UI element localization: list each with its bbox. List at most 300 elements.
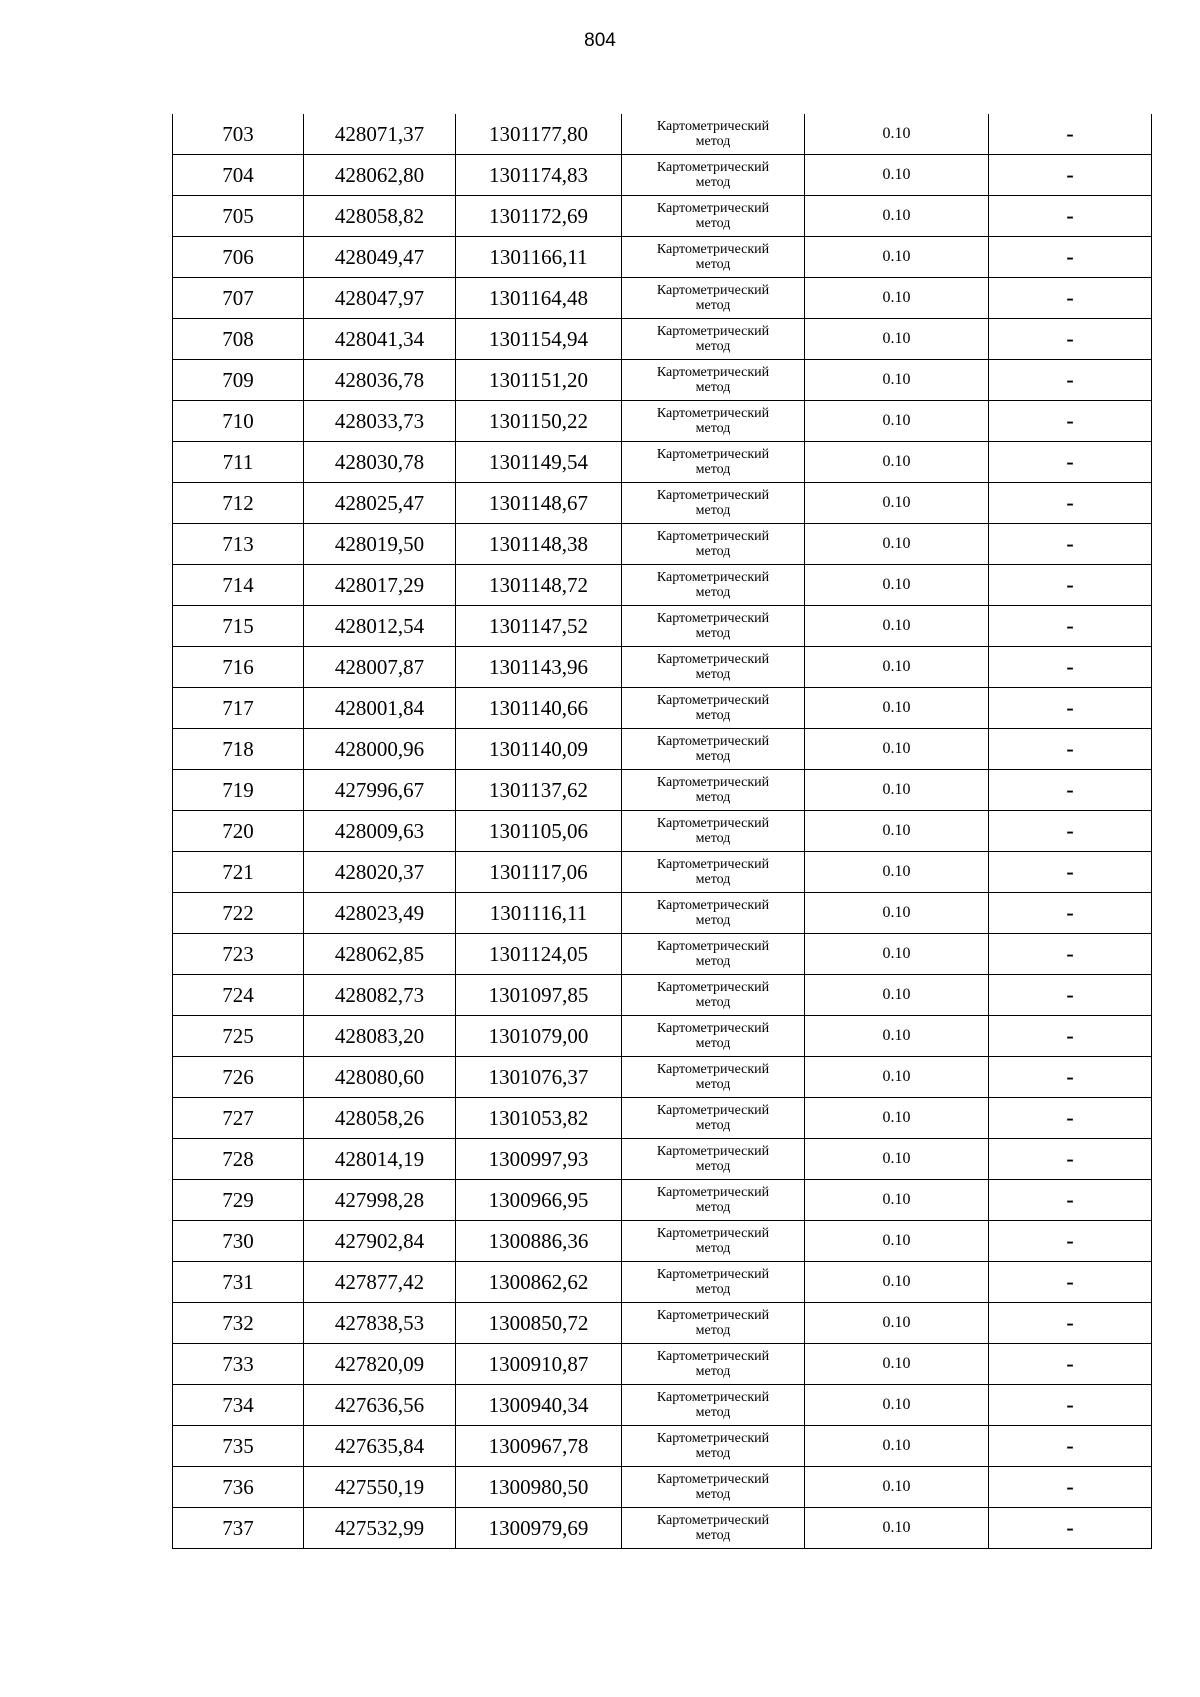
y-coordinate-cell: 1301140,09 — [456, 729, 622, 770]
description-cell: - — [989, 524, 1152, 565]
method-line-1: Картометрический — [656, 775, 770, 790]
x-coordinate-cell: 428017,29 — [304, 565, 456, 606]
method-line-2: метод — [695, 1528, 731, 1543]
point-number-cell: 715 — [173, 606, 304, 647]
table-row — [173, 893, 1152, 934]
y-coordinate-cell: 1300886,36 — [456, 1221, 622, 1262]
method-line-1: Картометрический — [656, 1103, 770, 1118]
table-row — [173, 1180, 1152, 1221]
description-cell: - — [989, 1385, 1152, 1426]
y-coordinate-cell: 1301147,52 — [456, 606, 622, 647]
y-coordinate-cell: 1301079,00 — [456, 1016, 622, 1057]
accuracy-cell: 0.10 — [805, 647, 989, 688]
table-row — [173, 1385, 1152, 1426]
method-cell — [622, 647, 805, 688]
x-coordinate-cell: 428062,80 — [304, 155, 456, 196]
method-line-1: Картометрический — [656, 1472, 770, 1487]
x-coordinate-cell: 428082,73 — [304, 975, 456, 1016]
table-row — [173, 975, 1152, 1016]
method-line-2: метод — [695, 995, 731, 1010]
point-number-cell: 729 — [173, 1180, 304, 1221]
y-coordinate-cell: 1301116,11 — [456, 893, 622, 934]
method-cell — [622, 1016, 805, 1057]
method-line-1: Картометрический — [656, 160, 770, 175]
y-coordinate-cell: 1300862,62 — [456, 1262, 622, 1303]
x-coordinate-cell: 428058,82 — [304, 196, 456, 237]
method-cell — [622, 1262, 805, 1303]
x-coordinate-cell: 428049,47 — [304, 237, 456, 278]
x-coordinate-cell: 428033,73 — [304, 401, 456, 442]
accuracy-cell: 0.10 — [805, 770, 989, 811]
table-row — [173, 278, 1152, 319]
method-cell — [622, 483, 805, 524]
method-line-1: Картометрический — [656, 119, 770, 134]
point-number-cell: 707 — [173, 278, 304, 319]
method-cell — [622, 893, 805, 934]
point-number-cell: 712 — [173, 483, 304, 524]
method-cell — [622, 852, 805, 893]
method-line-2: метод — [695, 503, 731, 518]
y-coordinate-cell: 1300910,87 — [456, 1344, 622, 1385]
y-coordinate-cell: 1301149,54 — [456, 442, 622, 483]
x-coordinate-cell: 428001,84 — [304, 688, 456, 729]
table-row — [173, 1426, 1152, 1467]
table-row — [173, 1139, 1152, 1180]
x-coordinate-cell: 427636,56 — [304, 1385, 456, 1426]
description-cell: - — [989, 1303, 1152, 1344]
y-coordinate-cell: 1301117,06 — [456, 852, 622, 893]
point-number-cell: 704 — [173, 155, 304, 196]
accuracy-cell: 0.10 — [805, 1385, 989, 1426]
method-line-2: метод — [695, 749, 731, 764]
y-coordinate-cell: 1301150,22 — [456, 401, 622, 442]
method-line-1: Картометрический — [656, 693, 770, 708]
description-cell: - — [989, 606, 1152, 647]
method-cell — [622, 729, 805, 770]
description-cell: - — [989, 565, 1152, 606]
method-line-1: Картометрический — [656, 488, 770, 503]
point-number-cell: 720 — [173, 811, 304, 852]
method-cell — [622, 688, 805, 729]
point-number-cell: 736 — [173, 1467, 304, 1508]
method-line-2: метод — [695, 1159, 731, 1174]
x-coordinate-cell: 427635,84 — [304, 1426, 456, 1467]
method-cell — [622, 196, 805, 237]
method-line-1: Картометрический — [656, 201, 770, 216]
table-row — [173, 770, 1152, 811]
table-row — [173, 934, 1152, 975]
table-row — [173, 196, 1152, 237]
table-body — [173, 114, 1152, 1549]
description-cell: - — [989, 934, 1152, 975]
accuracy-cell: 0.10 — [805, 975, 989, 1016]
method-cell — [622, 1303, 805, 1344]
table-row — [173, 1303, 1152, 1344]
method-cell — [622, 319, 805, 360]
method-line-2: метод — [695, 585, 731, 600]
accuracy-cell: 0.10 — [805, 237, 989, 278]
method-line-2: метод — [695, 1036, 731, 1051]
method-line-2: метод — [695, 1446, 731, 1461]
accuracy-cell: 0.10 — [805, 442, 989, 483]
table-row — [173, 688, 1152, 729]
method-line-1: Картометрический — [656, 734, 770, 749]
description-cell: - — [989, 893, 1152, 934]
accuracy-cell: 0.10 — [805, 1180, 989, 1221]
description-cell: - — [989, 114, 1152, 155]
table-row — [173, 565, 1152, 606]
method-line-2: метод — [695, 1282, 731, 1297]
x-coordinate-cell: 427550,19 — [304, 1467, 456, 1508]
table-row — [173, 1016, 1152, 1057]
point-number-cell: 735 — [173, 1426, 304, 1467]
accuracy-cell: 0.10 — [805, 852, 989, 893]
method-cell — [622, 1180, 805, 1221]
method-cell — [622, 1344, 805, 1385]
x-coordinate-cell: 427902,84 — [304, 1221, 456, 1262]
table-row — [173, 114, 1152, 155]
point-number-cell: 719 — [173, 770, 304, 811]
accuracy-cell: 0.10 — [805, 1426, 989, 1467]
accuracy-cell: 0.10 — [805, 1016, 989, 1057]
point-number-cell: 722 — [173, 893, 304, 934]
table-row — [173, 1098, 1152, 1139]
table-row — [173, 1262, 1152, 1303]
point-number-cell: 705 — [173, 196, 304, 237]
x-coordinate-cell: 428007,87 — [304, 647, 456, 688]
y-coordinate-cell: 1301148,38 — [456, 524, 622, 565]
description-cell: - — [989, 770, 1152, 811]
point-number-cell: 732 — [173, 1303, 304, 1344]
table-row — [173, 524, 1152, 565]
method-cell — [622, 278, 805, 319]
method-line-2: метод — [695, 1118, 731, 1133]
description-cell: - — [989, 442, 1152, 483]
description-cell: - — [989, 155, 1152, 196]
method-line-1: Картометрический — [656, 283, 770, 298]
description-cell: - — [989, 1057, 1152, 1098]
description-cell: - — [989, 1344, 1152, 1385]
description-cell: - — [989, 729, 1152, 770]
y-coordinate-cell: 1300997,93 — [456, 1139, 622, 1180]
x-coordinate-cell: 428041,34 — [304, 319, 456, 360]
method-cell — [622, 114, 805, 155]
point-number-cell: 718 — [173, 729, 304, 770]
accuracy-cell: 0.10 — [805, 114, 989, 155]
method-cell — [622, 1098, 805, 1139]
method-cell — [622, 1385, 805, 1426]
method-line-1: Картометрический — [656, 816, 770, 831]
method-line-1: Картометрический — [656, 1431, 770, 1446]
y-coordinate-cell: 1301166,11 — [456, 237, 622, 278]
x-coordinate-cell: 428023,49 — [304, 893, 456, 934]
method-line-2: метод — [695, 216, 731, 231]
accuracy-cell: 0.10 — [805, 934, 989, 975]
accuracy-cell: 0.10 — [805, 1262, 989, 1303]
point-number-cell: 714 — [173, 565, 304, 606]
x-coordinate-cell: 428083,20 — [304, 1016, 456, 1057]
y-coordinate-cell: 1300966,95 — [456, 1180, 622, 1221]
x-coordinate-cell: 428012,54 — [304, 606, 456, 647]
y-coordinate-cell: 1300967,78 — [456, 1426, 622, 1467]
description-cell: - — [989, 647, 1152, 688]
description-cell: - — [989, 688, 1152, 729]
table-row — [173, 1221, 1152, 1262]
method-line-1: Картометрический — [656, 652, 770, 667]
method-line-1: Картометрический — [656, 939, 770, 954]
table-row — [173, 811, 1152, 852]
method-cell — [622, 811, 805, 852]
x-coordinate-cell: 428047,97 — [304, 278, 456, 319]
method-cell — [622, 401, 805, 442]
y-coordinate-cell: 1301151,20 — [456, 360, 622, 401]
y-coordinate-cell: 1301143,96 — [456, 647, 622, 688]
x-coordinate-cell: 428030,78 — [304, 442, 456, 483]
method-line-1: Картометрический — [656, 447, 770, 462]
x-coordinate-cell: 428009,63 — [304, 811, 456, 852]
x-coordinate-cell: 428014,19 — [304, 1139, 456, 1180]
method-line-1: Картометрический — [656, 1308, 770, 1323]
description-cell: - — [989, 360, 1152, 401]
method-line-1: Картометрический — [656, 1021, 770, 1036]
x-coordinate-cell: 428025,47 — [304, 483, 456, 524]
x-coordinate-cell: 427998,28 — [304, 1180, 456, 1221]
page-number: 804 — [584, 30, 616, 51]
point-number-cell: 709 — [173, 360, 304, 401]
point-number-cell: 728 — [173, 1139, 304, 1180]
method-line-2: метод — [695, 421, 731, 436]
method-line-1: Картометрический — [656, 611, 770, 626]
method-line-2: метод — [695, 1200, 731, 1215]
x-coordinate-cell: 428036,78 — [304, 360, 456, 401]
point-number-cell: 730 — [173, 1221, 304, 1262]
method-line-2: метод — [695, 1077, 731, 1092]
method-line-2: метод — [695, 339, 731, 354]
method-cell — [622, 565, 805, 606]
x-coordinate-cell: 428020,37 — [304, 852, 456, 893]
description-cell: - — [989, 278, 1152, 319]
method-line-1: Картометрический — [656, 1185, 770, 1200]
method-line-1: Картометрический — [656, 242, 770, 257]
accuracy-cell: 0.10 — [805, 1098, 989, 1139]
point-number-cell: 716 — [173, 647, 304, 688]
y-coordinate-cell: 1301164,48 — [456, 278, 622, 319]
point-number-cell: 723 — [173, 934, 304, 975]
accuracy-cell: 0.10 — [805, 401, 989, 442]
y-coordinate-cell: 1301076,37 — [456, 1057, 622, 1098]
point-number-cell: 724 — [173, 975, 304, 1016]
point-number-cell: 731 — [173, 1262, 304, 1303]
method-line-1: Картометрический — [656, 1226, 770, 1241]
accuracy-cell: 0.10 — [805, 319, 989, 360]
method-cell — [622, 770, 805, 811]
point-number-cell: 727 — [173, 1098, 304, 1139]
method-cell — [622, 237, 805, 278]
accuracy-cell: 0.10 — [805, 565, 989, 606]
description-cell: - — [989, 319, 1152, 360]
x-coordinate-cell: 427532,99 — [304, 1508, 456, 1549]
y-coordinate-cell: 1301137,62 — [456, 770, 622, 811]
method-line-2: метод — [695, 626, 731, 641]
accuracy-cell: 0.10 — [805, 483, 989, 524]
x-coordinate-cell: 427996,67 — [304, 770, 456, 811]
coordinates-table — [172, 114, 1152, 1549]
method-line-2: метод — [695, 544, 731, 559]
point-number-cell: 726 — [173, 1057, 304, 1098]
method-cell — [622, 155, 805, 196]
method-line-1: Картометрический — [656, 1349, 770, 1364]
method-line-2: метод — [695, 1241, 731, 1256]
y-coordinate-cell: 1301154,94 — [456, 319, 622, 360]
y-coordinate-cell: 1300850,72 — [456, 1303, 622, 1344]
description-cell: - — [989, 483, 1152, 524]
table-row — [173, 1344, 1152, 1385]
method-line-1: Картометрический — [656, 857, 770, 872]
description-cell: - — [989, 1098, 1152, 1139]
description-cell: - — [989, 1262, 1152, 1303]
x-coordinate-cell: 428019,50 — [304, 524, 456, 565]
description-cell: - — [989, 1180, 1152, 1221]
table-row — [173, 1057, 1152, 1098]
method-line-2: метод — [695, 913, 731, 928]
method-line-2: метод — [695, 872, 731, 887]
method-line-2: метод — [695, 831, 731, 846]
method-line-1: Картометрический — [656, 406, 770, 421]
table-row — [173, 647, 1152, 688]
accuracy-cell: 0.10 — [805, 606, 989, 647]
accuracy-cell: 0.10 — [805, 1344, 989, 1385]
accuracy-cell: 0.10 — [805, 811, 989, 852]
method-cell — [622, 1508, 805, 1549]
table-row — [173, 852, 1152, 893]
point-number-cell: 706 — [173, 237, 304, 278]
method-line-2: метод — [695, 790, 731, 805]
point-number-cell: 710 — [173, 401, 304, 442]
method-line-2: метод — [695, 1364, 731, 1379]
accuracy-cell: 0.10 — [805, 1139, 989, 1180]
accuracy-cell: 0.10 — [805, 155, 989, 196]
accuracy-cell: 0.10 — [805, 360, 989, 401]
table-row — [173, 1508, 1152, 1549]
method-line-2: метод — [695, 462, 731, 477]
y-coordinate-cell: 1301172,69 — [456, 196, 622, 237]
method-line-1: Картометрический — [656, 1267, 770, 1282]
method-line-1: Картометрический — [656, 529, 770, 544]
y-coordinate-cell: 1301140,66 — [456, 688, 622, 729]
description-cell: - — [989, 401, 1152, 442]
table-row — [173, 237, 1152, 278]
accuracy-cell: 0.10 — [805, 1303, 989, 1344]
description-cell: - — [989, 1467, 1152, 1508]
method-line-2: метод — [695, 257, 731, 272]
table-row — [173, 319, 1152, 360]
method-line-2: метод — [695, 380, 731, 395]
method-line-2: метод — [695, 1323, 731, 1338]
y-coordinate-cell: 1300979,69 — [456, 1508, 622, 1549]
description-cell: - — [989, 196, 1152, 237]
method-line-1: Картометрический — [656, 1144, 770, 1159]
method-line-2: метод — [695, 175, 731, 190]
description-cell: - — [989, 852, 1152, 893]
accuracy-cell: 0.10 — [805, 893, 989, 934]
method-line-1: Картометрический — [656, 1513, 770, 1528]
point-number-cell: 713 — [173, 524, 304, 565]
method-cell — [622, 1139, 805, 1180]
point-number-cell: 734 — [173, 1385, 304, 1426]
y-coordinate-cell: 1301053,82 — [456, 1098, 622, 1139]
y-coordinate-cell: 1301148,72 — [456, 565, 622, 606]
x-coordinate-cell: 428071,37 — [304, 114, 456, 155]
accuracy-cell: 0.10 — [805, 688, 989, 729]
x-coordinate-cell: 428000,96 — [304, 729, 456, 770]
y-coordinate-cell: 1300980,50 — [456, 1467, 622, 1508]
y-coordinate-cell: 1301148,67 — [456, 483, 622, 524]
table-row — [173, 442, 1152, 483]
x-coordinate-cell: 427838,53 — [304, 1303, 456, 1344]
method-line-2: метод — [695, 134, 731, 149]
method-line-1: Картометрический — [656, 324, 770, 339]
method-line-1: Картометрический — [656, 1062, 770, 1077]
table-row — [173, 155, 1152, 196]
method-line-1: Картометрический — [656, 365, 770, 380]
method-line-2: метод — [695, 1487, 731, 1502]
y-coordinate-cell: 1301097,85 — [456, 975, 622, 1016]
method-cell — [622, 524, 805, 565]
accuracy-cell: 0.10 — [805, 524, 989, 565]
method-line-2: метод — [695, 1405, 731, 1420]
method-cell — [622, 360, 805, 401]
method-line-1: Картометрический — [656, 898, 770, 913]
point-number-cell: 737 — [173, 1508, 304, 1549]
x-coordinate-cell: 428080,60 — [304, 1057, 456, 1098]
point-number-cell: 711 — [173, 442, 304, 483]
point-number-cell: 708 — [173, 319, 304, 360]
method-line-2: метод — [695, 667, 731, 682]
y-coordinate-cell: 1301174,83 — [456, 155, 622, 196]
method-line-1: Картометрический — [656, 570, 770, 585]
method-cell — [622, 1467, 805, 1508]
method-line-2: метод — [695, 298, 731, 313]
point-number-cell: 703 — [173, 114, 304, 155]
y-coordinate-cell: 1300940,34 — [456, 1385, 622, 1426]
accuracy-cell: 0.10 — [805, 1467, 989, 1508]
method-line-2: метод — [695, 954, 731, 969]
method-cell — [622, 975, 805, 1016]
method-cell — [622, 934, 805, 975]
method-cell — [622, 1426, 805, 1467]
x-coordinate-cell: 428058,26 — [304, 1098, 456, 1139]
description-cell: - — [989, 1139, 1152, 1180]
description-cell: - — [989, 1508, 1152, 1549]
point-number-cell: 725 — [173, 1016, 304, 1057]
table-row — [173, 606, 1152, 647]
method-line-1: Картометрический — [656, 1390, 770, 1405]
method-line-1: Картометрический — [656, 980, 770, 995]
description-cell: - — [989, 237, 1152, 278]
method-cell — [622, 442, 805, 483]
point-number-cell: 721 — [173, 852, 304, 893]
accuracy-cell: 0.10 — [805, 196, 989, 237]
description-cell: - — [989, 975, 1152, 1016]
method-cell — [622, 1221, 805, 1262]
x-coordinate-cell: 427820,09 — [304, 1344, 456, 1385]
method-cell — [622, 1057, 805, 1098]
y-coordinate-cell: 1301124,05 — [456, 934, 622, 975]
description-cell: - — [989, 811, 1152, 852]
accuracy-cell: 0.10 — [805, 278, 989, 319]
y-coordinate-cell: 1301177,80 — [456, 114, 622, 155]
table-row — [173, 483, 1152, 524]
